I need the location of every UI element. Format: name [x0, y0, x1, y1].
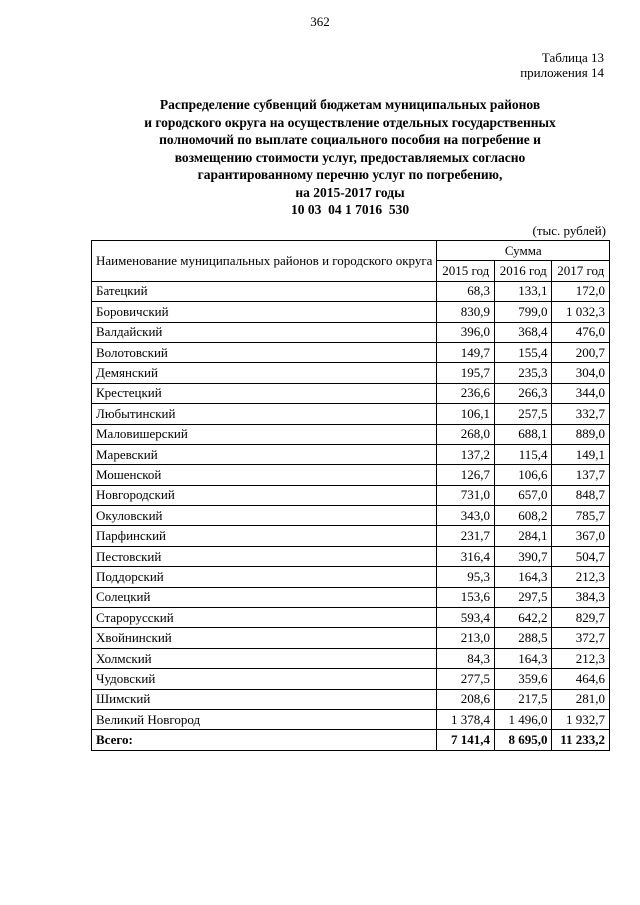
table-row — [92, 281, 610, 301]
amount-cell-2016: 390,7 — [494, 546, 552, 566]
table-row — [92, 404, 610, 424]
district-name-cell: Шимский — [92, 689, 437, 709]
amount-cell-2017: 464,6 — [552, 669, 610, 689]
amount-cell-2015: 277,5 — [437, 669, 495, 689]
district-name-cell: Чудовский — [92, 669, 437, 689]
amount-cell-2015: 343,0 — [437, 506, 495, 526]
amount-cell-2015: 7 141,4 — [437, 730, 495, 750]
amount-cell-2015: 208,6 — [437, 689, 495, 709]
table-reference — [520, 50, 604, 80]
district-name-cell: Боровичский — [92, 302, 437, 322]
amount-cell-2017: 1 032,3 — [552, 302, 610, 322]
table-body — [92, 281, 610, 750]
amount-cell-2015: 593,4 — [437, 608, 495, 628]
table-row — [92, 342, 610, 362]
amount-cell-2016: 688,1 — [494, 424, 552, 444]
heading-line: гарантированному перечню услуг по погребению, — [197, 167, 503, 182]
amount-cell-2016: 288,5 — [494, 628, 552, 648]
table-row — [92, 648, 610, 668]
amount-cell-2015: 213,0 — [437, 628, 495, 648]
district-name-cell: Хвойнинский — [92, 628, 437, 648]
amount-cell-2015: 68,3 — [437, 281, 495, 301]
year-header-2015: 2015 год — [437, 261, 495, 281]
amount-cell-2016: 164,3 — [494, 648, 552, 668]
table-row — [92, 465, 610, 485]
table-row — [92, 669, 610, 689]
amount-cell-2016: 217,5 — [494, 689, 552, 709]
unit-label: (тыс. рублей) — [532, 223, 606, 238]
district-name-cell: Холмский — [92, 648, 437, 668]
heading-line: и городского округа на осуществление отдельных государственных — [144, 114, 556, 130]
amount-cell-2017: 11 233,2 — [552, 730, 610, 750]
amount-cell-2015: 195,7 — [437, 363, 495, 383]
table-row — [92, 485, 610, 505]
amount-cell-2016: 359,6 — [494, 669, 552, 689]
budget-code: 10 03 04 1 7016 530 — [290, 202, 410, 217]
amount-cell-2015: 126,7 — [437, 465, 495, 485]
table-row — [92, 383, 610, 403]
district-name-cell: Поддорский — [92, 567, 437, 587]
amount-cell-2015: 316,4 — [437, 546, 495, 566]
amount-cell-2017: 344,0 — [552, 383, 610, 403]
amount-cell-2016: 164,3 — [494, 567, 552, 587]
district-name-cell: Парфинский — [92, 526, 437, 546]
amount-cell-2017: 889,0 — [552, 424, 610, 444]
amount-cell-2017: 1 932,7 — [552, 709, 610, 729]
amount-cell-2017: 372,7 — [552, 628, 610, 648]
district-name-cell: Валдайский — [92, 322, 437, 342]
table-row — [92, 302, 610, 322]
table-ref-line-2: приложения 14 — [520, 65, 604, 80]
district-name-cell: Любытинский — [92, 404, 437, 424]
amount-cell-2017: 476,0 — [552, 322, 610, 342]
amount-cell-2015: 84,3 — [437, 648, 495, 668]
amount-cell-2015: 236,6 — [437, 383, 495, 403]
amount-cell-2017: 304,0 — [552, 363, 610, 383]
table-row — [92, 424, 610, 444]
amount-cell-2015: 731,0 — [437, 485, 495, 505]
heading-line: Распределение субвенций бюджетам муниципальных районов — [159, 97, 541, 112]
heading-line: возмещению стоимости услуг, предоставляемых согласно — [174, 149, 526, 165]
amount-cell-2016: 8 695,0 — [494, 730, 552, 750]
amount-cell-2015: 830,9 — [437, 302, 495, 322]
district-name-cell: Маловишерский — [92, 424, 437, 444]
table-row — [92, 526, 610, 546]
amount-cell-2016: 106,6 — [494, 465, 552, 485]
amount-cell-2016: 297,5 — [494, 587, 552, 607]
amount-cell-2017: 848,7 — [552, 485, 610, 505]
year-header-2017: 2017 год — [552, 261, 610, 281]
amount-cell-2016: 155,4 — [494, 342, 552, 362]
name-column-header: Наименование муниципальных районов и городского округа — [92, 241, 437, 282]
heading-line: полномочий по выплате социального пособия на погребение и — [159, 132, 541, 147]
district-name-cell: Демянский — [92, 363, 437, 383]
amount-cell-2016: 608,2 — [494, 506, 552, 526]
year-header-2016: 2016 год — [494, 261, 552, 281]
amount-cell-2016: 284,1 — [494, 526, 552, 546]
table-row — [92, 628, 610, 648]
amount-cell-2016: 257,5 — [494, 404, 552, 424]
district-name-cell: Крестецкий — [92, 383, 437, 403]
amount-cell-2017: 172,0 — [552, 281, 610, 301]
amount-cell-2016: 368,4 — [494, 322, 552, 342]
amount-cell-2017: 212,3 — [552, 567, 610, 587]
total-row — [92, 730, 610, 750]
district-name-cell: Солецкий — [92, 587, 437, 607]
amount-cell-2017: 200,7 — [552, 342, 610, 362]
amount-cell-2017: 829,7 — [552, 608, 610, 628]
district-name-cell: Батецкий — [92, 281, 437, 301]
table-row — [92, 608, 610, 628]
amount-cell-2015: 95,3 — [437, 567, 495, 587]
table-ref-line-1: Таблица 13 — [541, 50, 604, 65]
amount-cell-2015: 106,1 — [437, 404, 495, 424]
amount-cell-2016: 133,1 — [494, 281, 552, 301]
amount-cell-2017: 137,7 — [552, 465, 610, 485]
amount-cell-2015: 153,6 — [437, 587, 495, 607]
table-row — [92, 709, 610, 729]
amount-cell-2015: 396,0 — [437, 322, 495, 342]
amount-cell-2017: 149,1 — [552, 444, 610, 464]
amount-cell-2017: 212,3 — [552, 648, 610, 668]
amount-cell-2016: 1 496,0 — [494, 709, 552, 729]
table-row — [92, 567, 610, 587]
table-row — [92, 322, 610, 342]
district-name-cell: Старорусский — [92, 608, 437, 628]
amount-cell-2015: 137,2 — [437, 444, 495, 464]
table-row — [92, 363, 610, 383]
district-name-cell: Новгородский — [92, 485, 437, 505]
amount-cell-2015: 231,7 — [437, 526, 495, 546]
table-row — [92, 587, 610, 607]
subsidy-table — [91, 240, 610, 751]
amount-cell-2017: 785,7 — [552, 506, 610, 526]
amount-cell-2015: 149,7 — [437, 342, 495, 362]
amount-cell-2015: 1 378,4 — [437, 709, 495, 729]
table-row — [92, 546, 610, 566]
amount-cell-2016: 235,3 — [494, 363, 552, 383]
district-name-cell: Великий Новгород — [92, 709, 437, 729]
amount-cell-2017: 281,0 — [552, 689, 610, 709]
sum-column-header: Сумма — [437, 241, 610, 261]
document-heading — [90, 96, 610, 219]
table-row — [92, 444, 610, 464]
amount-cell-2016: 266,3 — [494, 383, 552, 403]
heading-line: на 2015-2017 годы — [295, 184, 405, 200]
header-row — [92, 241, 610, 261]
amount-cell-2017: 367,0 — [552, 526, 610, 546]
district-name-cell: Окуловский — [92, 506, 437, 526]
district-name-cell: Маревский — [92, 444, 437, 464]
district-name-cell: Мошенской — [92, 465, 437, 485]
district-name-cell: Всего: — [92, 730, 437, 750]
district-name-cell: Волотовский — [92, 342, 437, 362]
amount-cell-2017: 504,7 — [552, 546, 610, 566]
amount-cell-2016: 642,2 — [494, 608, 552, 628]
page-number: 362 — [310, 14, 330, 29]
amount-cell-2015: 268,0 — [437, 424, 495, 444]
amount-cell-2017: 384,3 — [552, 587, 610, 607]
district-name-cell: Пестовский — [92, 546, 437, 566]
table-row — [92, 506, 610, 526]
amount-cell-2016: 657,0 — [494, 485, 552, 505]
table-row — [92, 689, 610, 709]
amount-cell-2016: 115,4 — [494, 444, 552, 464]
amount-cell-2017: 332,7 — [552, 404, 610, 424]
amount-cell-2016: 799,0 — [494, 302, 552, 322]
